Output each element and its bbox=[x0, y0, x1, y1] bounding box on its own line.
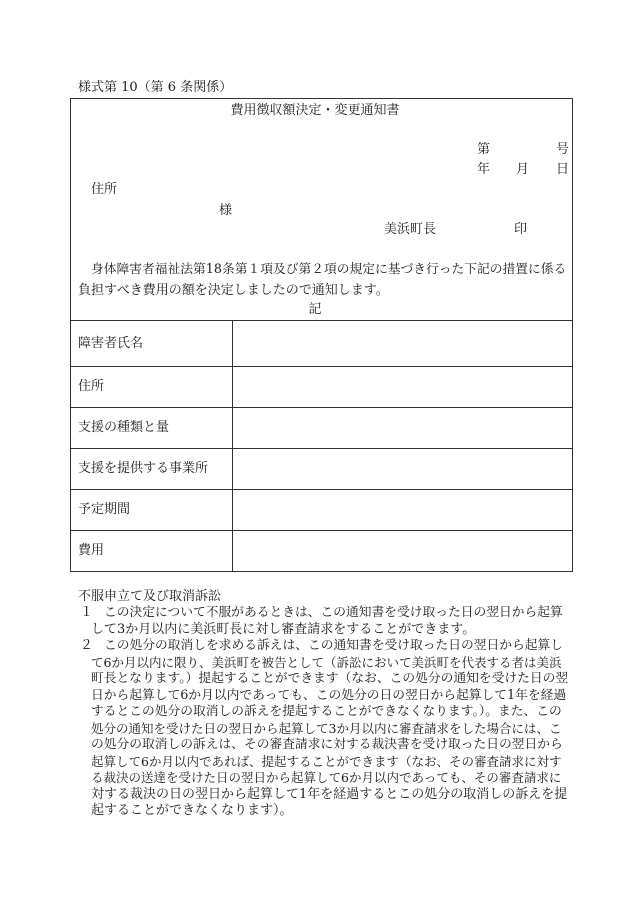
form-frame bbox=[70, 98, 573, 572]
notice-item-2-line: る裁決の送達を受けた日の翌日から起算して6か月以内であっても、その審査請求に bbox=[91, 770, 562, 785]
table-row-label: 支援の種類と量 bbox=[78, 420, 170, 435]
table-row-divider bbox=[70, 407, 573, 408]
notice-item-2-line: 日から起算して6か月以内であっても、この処分の日の翌日から起算して1年を経過 bbox=[91, 687, 567, 703]
body-text-line-2: 負担すべき費用の額を決定しましたので通知します。 bbox=[78, 283, 389, 298]
table-row-label: 障害者氏名 bbox=[78, 336, 144, 351]
table-row-divider bbox=[70, 489, 573, 490]
notice-item-2-line: 処分の通知を受けた日の翌日から起算して3か月以内に審査請求をした場合には、こ bbox=[91, 720, 562, 736]
issuer-name: 美浜町長 bbox=[384, 222, 437, 237]
notice-item-2-line: この処分の取消しを求める訴えは、この通知書を受け取った日の翌日から起算し bbox=[104, 638, 563, 653]
document-number-prefix: 第 bbox=[477, 142, 491, 157]
notice-item-1-line: して3か月以内に美浜町長に対し審査請求をすることができます。 bbox=[91, 621, 476, 637]
date-day: 日 bbox=[556, 162, 570, 177]
document-number-suffix: 号 bbox=[556, 142, 570, 157]
body-text-line-1: 身体障害者福祉法第18条第１項及び第２項の規定に基づき行った下記の措置に係る bbox=[91, 262, 567, 277]
table-column-divider bbox=[232, 320, 233, 572]
notice-item-2-line: て6か月以内に限り、美浜町を被告として（訴訟において美浜町を代表する者は美浜 bbox=[91, 654, 562, 670]
notice-item-2-line: の処分の取消しの訴えは、その審査請求に対する裁決書を受け取った日の翌日から bbox=[91, 737, 563, 752]
ki-heading: 記 bbox=[308, 302, 322, 317]
table-row-label: 住所 bbox=[78, 379, 105, 394]
recipient-honorific: 様 bbox=[219, 203, 233, 218]
notice-item-2-line: 対する裁決の日の翌日から起算して1年を経過するとこの処分の取消しの訴えを提 bbox=[91, 786, 568, 802]
notice-item-1-line: この決定について不服があるときは、この通知書を受け取った日の翌日から起算 bbox=[104, 605, 563, 620]
notice-item-2-line: 起算して6か月以内であれば、提起することができます（なお、その審査請求に対す bbox=[91, 753, 562, 769]
notice-item-2-line: 起することができなくなります）。 bbox=[91, 803, 293, 818]
table-row-label: 費用 bbox=[78, 543, 105, 558]
table-row-divider bbox=[70, 530, 573, 531]
table-row-label: 支援を提供する事業所 bbox=[78, 461, 209, 476]
seal-mark: 印 bbox=[514, 222, 528, 237]
table-row-divider bbox=[70, 366, 573, 367]
date-month: 月 bbox=[516, 162, 530, 177]
table-row-divider bbox=[70, 448, 573, 449]
recipient-address-label: 住所 bbox=[91, 182, 118, 197]
document-title: 費用徴収額決定・変更通知書 bbox=[230, 103, 400, 118]
date-year: 年 bbox=[477, 162, 491, 177]
notice-item-2-line: するとこの処分の取消しの訴えを提起することができなくなります。）。また、この bbox=[91, 704, 562, 719]
notice-item-2-line: 町長となります。）提起することができます（なお、この処分の通知を受けた日の翌 bbox=[91, 671, 569, 686]
notice-heading: 不服申立て及び取消訴訟 bbox=[78, 589, 222, 604]
notice-item-number: ２ bbox=[80, 638, 94, 653]
table-row-label: 予定期間 bbox=[78, 502, 131, 517]
form-number: 様式第 10（第 6 条関係） bbox=[78, 80, 233, 95]
table-top-border bbox=[70, 320, 573, 321]
notice-item-number: １ bbox=[80, 605, 94, 620]
